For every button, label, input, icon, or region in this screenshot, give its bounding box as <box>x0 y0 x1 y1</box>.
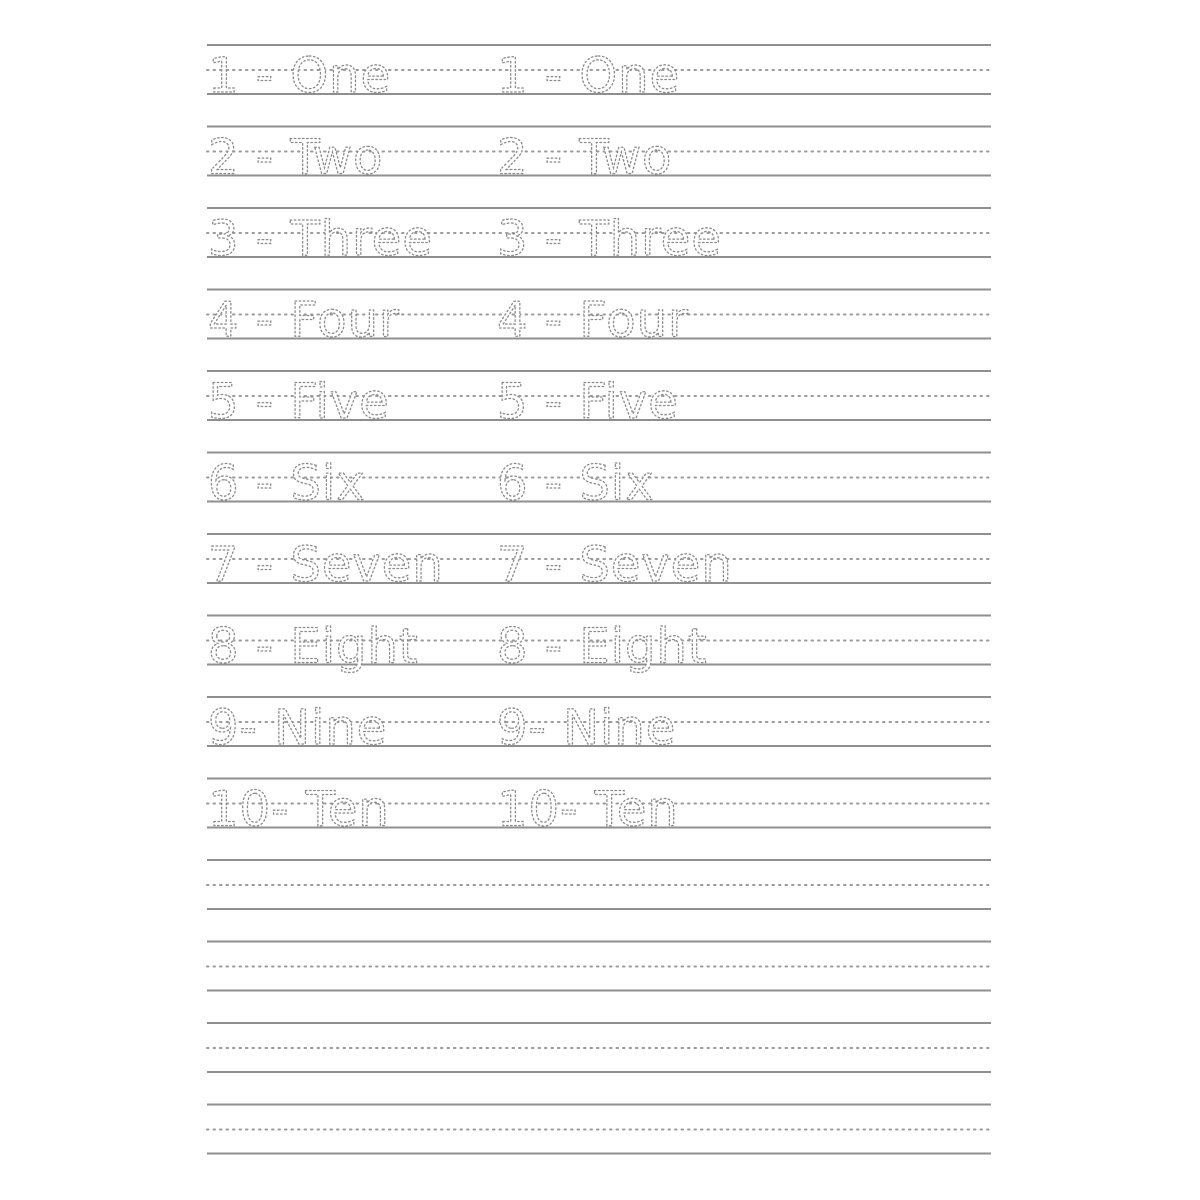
practice-row <box>207 453 991 512</box>
practice-row <box>207 45 991 104</box>
practice-row <box>207 534 991 593</box>
trace-text-left: 1 - One <box>208 48 392 104</box>
trace-text-left: 7 - Seven <box>208 537 444 593</box>
trace-text-right: 6 - Six <box>497 455 655 512</box>
trace-text-left: 8 - Eight <box>208 618 419 675</box>
practice-row <box>207 127 991 186</box>
blank-practice-row <box>207 1023 991 1072</box>
trace-text-right: 8 - Eight <box>497 618 708 675</box>
practice-row <box>207 371 991 430</box>
blank-practice-row <box>207 942 991 991</box>
trace-text-right: 2 - Two <box>497 129 673 186</box>
blank-practice-row <box>207 860 991 909</box>
practice-row <box>207 208 991 267</box>
trace-text-right: 10- Ten <box>497 781 679 838</box>
practice-row <box>207 697 991 756</box>
trace-text-left: 9- Nine <box>208 700 388 756</box>
trace-text-right: 9- Nine <box>497 700 677 756</box>
blank-practice-row <box>207 1105 991 1154</box>
trace-text-right: 4 - Four <box>497 292 689 349</box>
trace-text-left: 4 - Four <box>208 292 400 349</box>
trace-text-left: 2 - Two <box>208 129 384 186</box>
practice-row <box>207 290 991 349</box>
trace-text-left: 3 - Three <box>208 211 433 267</box>
practice-row <box>207 616 991 675</box>
practice-row <box>207 779 991 838</box>
worksheet-rows <box>207 45 991 1154</box>
trace-text-right: 7 - Seven <box>497 537 733 593</box>
trace-text-left: 5 - Five <box>208 374 390 430</box>
trace-text-left: 6 - Six <box>208 455 366 512</box>
trace-text-right: 1 - One <box>497 48 681 104</box>
trace-text-right: 5 - Five <box>497 374 679 430</box>
trace-text-left: 10- Ten <box>208 781 390 838</box>
trace-text-right: 3 - Three <box>497 211 722 267</box>
